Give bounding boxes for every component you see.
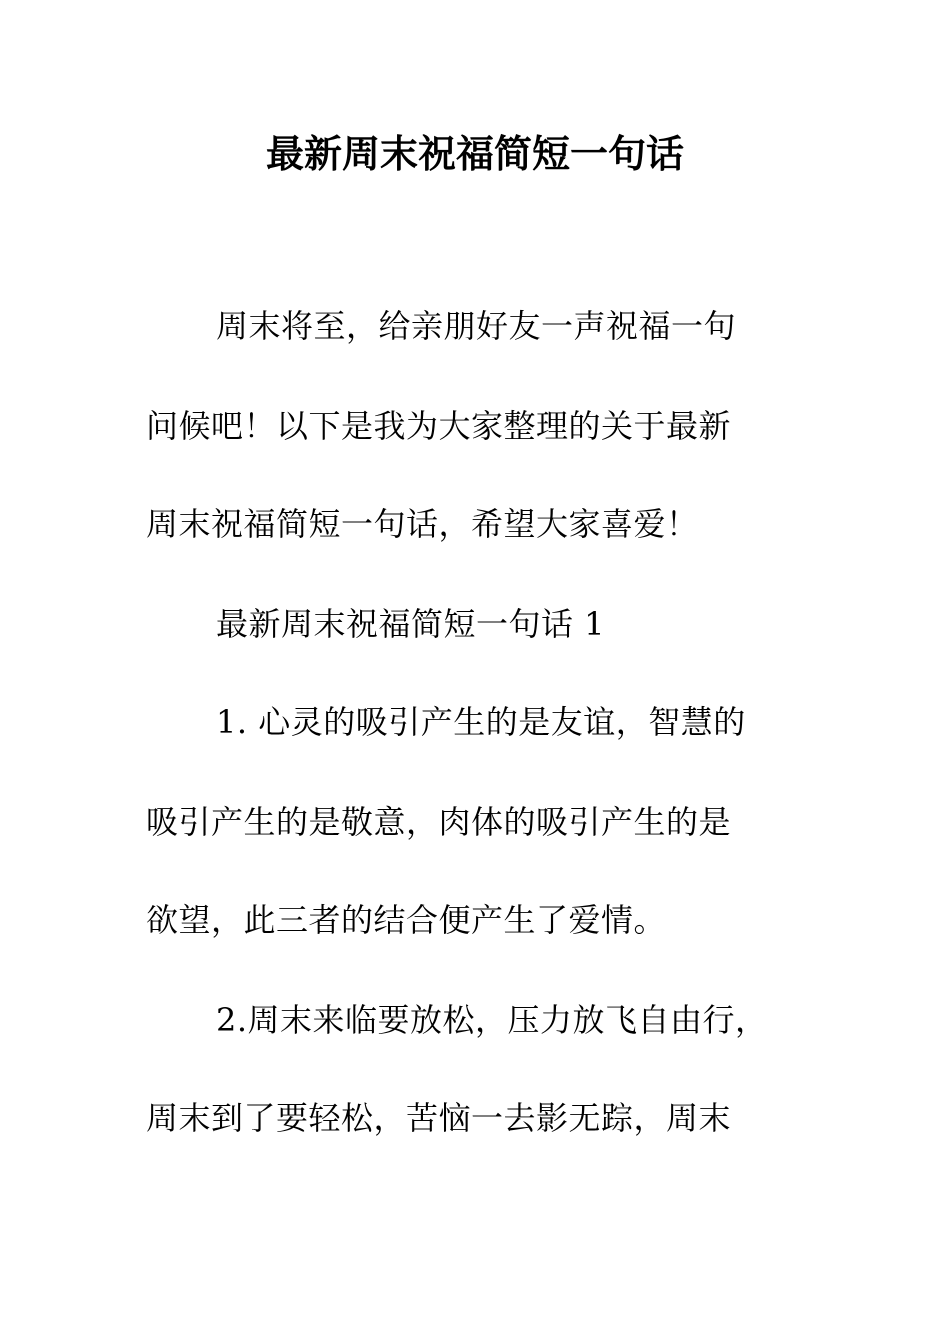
paragraph-line: 周末到了要轻松，苦恼一去影无踪，周末 [146, 1099, 732, 1137]
paragraph-line: 问候吧！以下是我为大家整理的关于最新 [146, 407, 732, 445]
paragraph-line: 2.周末来临要放松，压力放飞自由行， [216, 1001, 768, 1039]
paragraph-line: 周末祝福简短一句话，希望大家喜爱！ [146, 505, 699, 543]
paragraph-line: 周末将至，给亲朋好友一声祝福一句 [216, 307, 737, 345]
document-title: 最新周末祝福简短一句话 [265, 131, 684, 176]
paragraph-line: 1. 心灵的吸引产生的是友谊，智慧的 [216, 703, 746, 741]
section-heading: 最新周末祝福简短一句话 1 [216, 605, 606, 643]
paragraph-line: 吸引产生的是敬意，肉体的吸引产生的是 [146, 803, 732, 841]
paragraph-line: 欲望，此三者的结合便产生了爱情。 [146, 901, 667, 939]
